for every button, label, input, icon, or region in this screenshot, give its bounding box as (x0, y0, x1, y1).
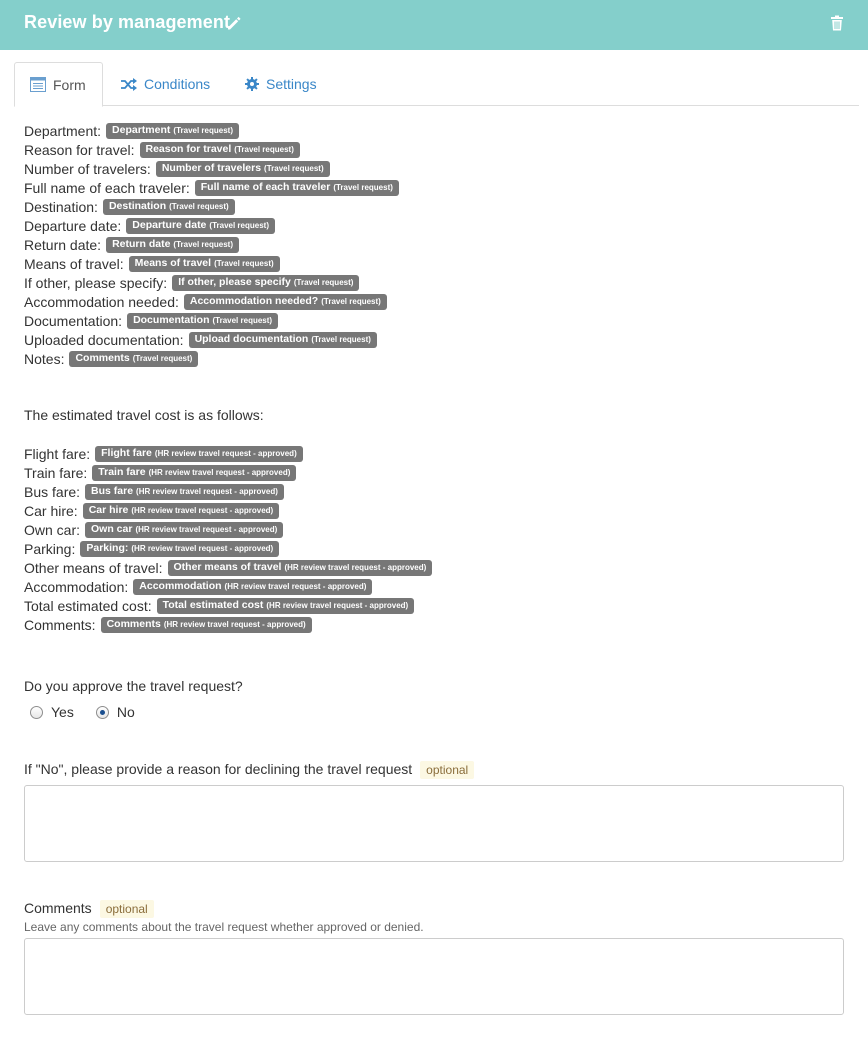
cost-row-comments: Comments: Comments (HR review travel request - approved) (24, 615, 432, 634)
field-token: Means of travel (Travel request) (129, 256, 280, 272)
cost-row-othermeans: Other means of travel: Other means of travel (HR review travel request - approved) (24, 558, 432, 577)
comments-label: Comments (24, 900, 92, 916)
comments-label-row (24, 900, 154, 918)
cost-row-accommodation: Accommodation: Accommodation (HR review travel request - approved) (24, 577, 432, 596)
field-row-reason: Reason for travel: Reason for travel (Travel request) (24, 140, 399, 159)
field-row-destination: Destination: Destination (Travel request) (24, 197, 399, 216)
tab-bar (14, 62, 859, 106)
field-token: Upload documentation (Travel request) (189, 332, 377, 348)
field-row-notes: Notes: Comments (Travel request) (24, 349, 399, 368)
field-row-other: If other, please specify: If other, please specify (Travel request) (24, 273, 399, 292)
radio-no-label: No (116, 704, 135, 720)
approval-option-yes[interactable] (30, 704, 74, 720)
field-token: Departure date (Travel request) (126, 218, 275, 234)
field-row-accommodation: Accommodation needed: Accommodation needed? (Travel request) (24, 292, 399, 311)
field-token: Other means of travel (HR review travel request - approved) (168, 560, 433, 576)
field-token: If other, please specify (Travel request) (172, 275, 359, 291)
field-token: Accommodation needed? (Travel request) (184, 294, 387, 310)
field-token: Destination (Travel request) (103, 199, 235, 215)
field-token: Comments (HR review travel request - approved) (101, 617, 312, 633)
pencil-icon[interactable] (226, 15, 242, 31)
radio-no[interactable] (96, 706, 109, 719)
field-row-documentation: Documentation: Documentation (Travel request) (24, 311, 399, 330)
field-token: Flight fare (HR review travel request - approved) (95, 446, 303, 462)
page-header (0, 0, 868, 50)
approval-radio-group (30, 704, 157, 720)
field-token: Car hire (HR review travel request - approved) (83, 503, 280, 519)
tab-conditions-label: Conditions (144, 76, 211, 92)
optional-badge: optional (100, 900, 154, 918)
cost-row-parking: Parking: Parking: (HR review travel request - approved) (24, 539, 432, 558)
cost-fields (24, 444, 432, 634)
field-token: Documentation (Travel request) (127, 313, 278, 329)
field-token: Bus fare (HR review travel request - approved) (85, 484, 284, 500)
shuffle-icon (121, 78, 137, 91)
tab-settings[interactable] (245, 62, 317, 106)
decline-reason-label: If "No", please provide a reason for declining the travel request (24, 761, 413, 777)
decline-reason-label-row (24, 761, 474, 779)
field-token: Full name of each traveler (Travel request) (195, 180, 399, 196)
decline-reason-textarea[interactable] (24, 785, 844, 862)
trash-icon[interactable] (830, 15, 844, 31)
cost-row-total: Total estimated cost: Total estimated cost (HR review travel request - approved) (24, 596, 432, 615)
approval-question: Do you approve the travel request? (24, 678, 243, 694)
field-row-return: Return date: Return date (Travel request) (24, 235, 399, 254)
gear-icon (245, 77, 259, 91)
field-row-departure: Departure date: Departure date (Travel request) (24, 216, 399, 235)
field-row-department: Department: Department (Travel request) (24, 121, 399, 140)
field-token: Parking: (HR review travel request - approved) (80, 541, 279, 557)
cost-intro: The estimated travel cost is as follows: (24, 407, 264, 423)
field-token: Reason for travel (Travel request) (140, 142, 300, 158)
approval-option-no[interactable] (96, 704, 135, 720)
optional-badge: optional (420, 761, 474, 779)
field-row-uploaded: Uploaded documentation: Upload documentation (Travel request) (24, 330, 399, 349)
field-token: Department (Travel request) (106, 123, 239, 139)
field-token: Number of travelers (Travel request) (156, 161, 330, 177)
tab-settings-label: Settings (266, 76, 317, 92)
cost-row-carhire: Car hire: Car hire (HR review travel request - approved) (24, 501, 432, 520)
field-row-travelers: Number of travelers: Number of travelers (Travel request) (24, 159, 399, 178)
field-token: Return date (Travel request) (106, 237, 239, 253)
cost-row-bus: Bus fare: Bus fare (HR review travel request - approved) (24, 482, 432, 501)
field-token: Train fare (HR review travel request - approved) (92, 465, 296, 481)
tab-conditions[interactable] (121, 62, 210, 106)
radio-yes[interactable] (30, 706, 43, 719)
field-token: Total estimated cost (HR review travel request - approved) (157, 598, 415, 614)
form-icon (30, 77, 46, 92)
comments-textarea[interactable] (24, 938, 844, 1015)
cost-row-owncar: Own car: Own car (HR review travel request - approved) (24, 520, 432, 539)
tab-form-label: Form (53, 76, 86, 93)
field-token: Comments (Travel request) (69, 351, 198, 367)
page-title: Review by management (24, 12, 231, 32)
travel-fields (24, 121, 399, 368)
radio-yes-label: Yes (51, 704, 74, 720)
field-token: Own car (HR review travel request - approved) (85, 522, 283, 538)
cost-row-flight: Flight fare: Flight fare (HR review travel request - approved) (24, 444, 432, 463)
field-row-fullname: Full name of each traveler: Full name of each traveler (Travel request) (24, 178, 399, 197)
comments-help-text: Leave any comments about the travel request whether approved or denied. (24, 920, 424, 934)
cost-row-train: Train fare: Train fare (HR review travel request - approved) (24, 463, 432, 482)
field-token: Accommodation (HR review travel request - approved) (133, 579, 372, 595)
field-row-means: Means of travel: Means of travel (Travel request) (24, 254, 399, 273)
tab-form[interactable] (14, 62, 103, 107)
